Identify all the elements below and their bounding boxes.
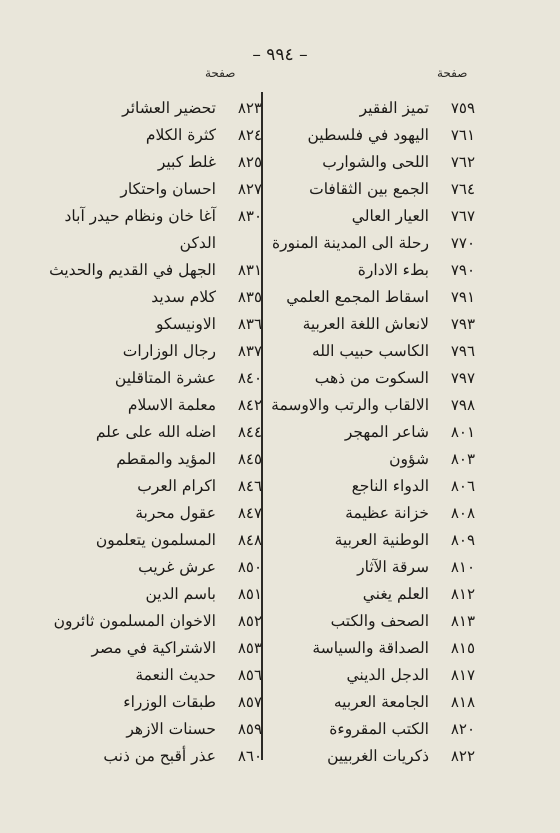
toc-entry	[285, 742, 475, 769]
toc-title: كثرة الكلام	[145, 125, 216, 144]
toc-entry	[22, 202, 262, 229]
toc-page-number: ٨٢٠	[450, 719, 475, 738]
toc-title: الاخوان المسلمون ثائرون	[53, 611, 216, 630]
toc-page-number: ٨٠٦	[450, 476, 475, 495]
toc-title: عشرة المتاقلين	[114, 368, 216, 387]
toc-page-number: ٧٦٢	[450, 152, 475, 171]
toc-title: الكاسب حبيب الله	[312, 341, 429, 360]
toc-title: الصداقة والسياسة	[312, 638, 429, 657]
toc-page-number: ٨٠١	[450, 422, 475, 441]
toc-page-number: ٨٥٣	[237, 638, 262, 657]
toc-title: تحضير العشائر	[122, 98, 216, 117]
toc-title: طبقات الوزراء	[123, 692, 216, 711]
toc-entry	[272, 229, 475, 256]
toc-entry	[285, 418, 475, 445]
toc-title: الجهل في القديم والحديث	[49, 260, 216, 279]
toc-entry	[22, 121, 262, 148]
toc-page-number: ٨٠٨	[450, 503, 475, 522]
toc-page-number: ٨٤٦	[237, 476, 262, 495]
toc-page-number: ٨٥٩	[237, 719, 262, 738]
toc-title: تميز الفقير	[359, 98, 429, 117]
toc-title: اضله الله على علم	[95, 422, 216, 441]
toc-title: الجمع بين الثقافات	[309, 179, 429, 198]
toc-entry	[285, 553, 475, 580]
toc-title: عذر أقبح من ذنب	[103, 746, 216, 765]
toc-page-number: ٨٣١	[237, 260, 262, 279]
toc-title: ذكريات الغربيين	[327, 746, 429, 765]
toc-title: العلم يغني	[362, 584, 429, 603]
toc-title: رجال الوزارات	[122, 341, 216, 360]
toc-entry	[22, 607, 262, 634]
toc-title: الالقاب والرتب والاوسمة	[271, 395, 429, 414]
toc-title: كلام سديد	[151, 287, 216, 306]
toc-title: الوطنية العربية	[334, 530, 429, 549]
toc-title: بطء الادارة	[357, 260, 429, 279]
toc-title: رحلة الى المدينة المنورة	[272, 233, 429, 252]
toc-entry	[285, 148, 475, 175]
toc-page-number: ٨٥٦	[237, 665, 262, 684]
toc-page-number: ٧٩٣	[450, 314, 475, 333]
toc-title: عرش غريب	[138, 557, 216, 576]
toc-entry	[22, 499, 262, 526]
toc-entry	[285, 202, 475, 229]
toc-title: الدجل الديني	[346, 665, 429, 684]
toc-entry	[271, 391, 475, 418]
toc-entry	[285, 310, 475, 337]
toc-title: الاشتراكية في مصر	[91, 638, 216, 657]
toc-page-number: ٨٤٥	[237, 449, 262, 468]
toc-page-number: ٨١٢	[450, 584, 475, 603]
toc-entry	[285, 445, 475, 472]
toc-title: خزانة عظيمة	[345, 503, 429, 522]
toc-page-number: ٨١٠	[450, 557, 475, 576]
toc-title: حسنات الازهر	[126, 719, 216, 738]
toc-page-number: ٨٦٠	[237, 746, 262, 765]
toc-page-number: ٨٥٢	[237, 611, 262, 630]
toc-title: العيار العالي	[351, 206, 429, 225]
toc-page-number: ٨٢٧	[237, 179, 262, 198]
toc-title: سرقة الآثار	[357, 557, 429, 576]
toc-entry	[22, 526, 262, 553]
toc-page-number: ٨٣٥	[237, 287, 262, 306]
toc-title: شاعر المهجر	[344, 422, 429, 441]
toc-entry	[22, 661, 262, 688]
toc-entry	[22, 580, 262, 607]
toc-page-number: ٨٠٩	[450, 530, 475, 549]
toc-page-number: ٨٤٠	[237, 368, 262, 387]
toc-entry	[22, 337, 262, 364]
toc-entry	[22, 256, 262, 283]
toc-column-right	[271, 94, 475, 769]
toc-entry	[22, 148, 262, 175]
toc-title: باسم الدين	[145, 584, 216, 603]
toc-page-number: ٨٢٢	[450, 746, 475, 765]
toc-title: الصحف والكتب	[330, 611, 429, 630]
toc-entry	[22, 472, 262, 499]
toc-entry	[22, 391, 262, 418]
toc-entry	[22, 283, 262, 310]
toc-page-number: ٨٣٧	[237, 341, 262, 360]
toc-title: المؤيد والمقطم	[116, 449, 216, 468]
toc-entry	[22, 94, 262, 121]
toc-entry	[285, 94, 475, 121]
toc-entry	[22, 364, 262, 391]
toc-entry	[22, 175, 262, 202]
toc-page-number: ٨٤٨	[237, 530, 262, 549]
toc-page-number: ٨١٨	[450, 692, 475, 711]
toc-page-number: ٧٩٠	[450, 260, 475, 279]
toc-entry	[285, 634, 475, 661]
toc-entry	[22, 553, 262, 580]
toc-entry	[285, 580, 475, 607]
toc-page-number: ٨٢٤	[237, 125, 262, 144]
toc-page-number: ٧٧٠	[450, 233, 475, 252]
toc-title: آغا خان ونظام حيدر آباد	[64, 206, 216, 225]
toc-page-number: ٨١٥	[450, 638, 475, 657]
toc-title: لانعاش اللغة العربية	[302, 314, 429, 333]
toc-entry	[285, 499, 475, 526]
toc-page-number: ٨٥٠	[237, 557, 262, 576]
toc-entry	[285, 121, 475, 148]
toc-entry	[285, 472, 475, 499]
toc-title: حديث النعمة	[135, 665, 216, 684]
toc-title: الدواء الناجع	[351, 476, 429, 495]
column-header-right: صفحة	[437, 66, 468, 80]
toc-page-number: ٧٦١	[450, 125, 475, 144]
toc-entry	[22, 742, 262, 769]
toc-entry	[285, 175, 475, 202]
toc-title: الاونيسكو	[155, 314, 216, 333]
toc-title: اليهود في فلسطين	[307, 125, 429, 144]
column-header-left: صفحة	[205, 66, 236, 80]
toc-title: الكتب المقروءة	[329, 719, 429, 738]
toc-page-number: ٨٥١	[237, 584, 262, 603]
toc-title: اللحى والشوارب	[322, 152, 429, 171]
toc-entry	[22, 310, 262, 337]
toc-page-number: ٨١٧	[450, 665, 475, 684]
toc-page-number: ٧٥٩	[450, 98, 475, 117]
toc-page-number: ٨٥٧	[237, 692, 262, 711]
toc-page-number: ٧٩٦	[450, 341, 475, 360]
toc-entry	[22, 229, 262, 256]
toc-entry	[285, 661, 475, 688]
toc-title: غلط كبير	[157, 152, 216, 171]
toc-page-number: ٧٩٨	[450, 395, 475, 414]
toc-entry	[285, 283, 475, 310]
toc-entry	[285, 688, 475, 715]
toc-page-number: ٨٠٣	[450, 449, 475, 468]
toc-entry	[22, 445, 262, 472]
toc-page-number: ٧٩٧	[450, 368, 475, 387]
toc-title: السكوت من ذهب	[314, 368, 429, 387]
toc-page-number: ٨٤٢	[237, 395, 262, 414]
toc-entry	[22, 715, 262, 742]
toc-title: شؤون	[389, 449, 429, 468]
toc-page-number: ٧٩١	[450, 287, 475, 306]
toc-title: المسلمون يتعلمون	[95, 530, 216, 549]
toc-title: اكرام العرب	[137, 476, 216, 495]
toc-page-number: ٨٢٥	[237, 152, 262, 171]
toc-page-number: ٨٤٤	[237, 422, 262, 441]
toc-title: اسقاط المجمع العلمي	[286, 287, 429, 306]
toc-entry	[285, 256, 475, 283]
toc-entry	[285, 337, 475, 364]
toc-page-number: ٧٦٧	[450, 206, 475, 225]
toc-entry	[285, 526, 475, 553]
page-number: – ٩٩٤ –	[252, 45, 308, 65]
toc-entry	[285, 715, 475, 742]
toc-entry	[22, 688, 262, 715]
toc-title: الجامعة العربيه	[333, 692, 429, 711]
toc-entry	[22, 634, 262, 661]
toc-column-left	[22, 94, 262, 769]
toc-page-number: ٨٣٠	[237, 206, 262, 225]
toc-title: احسان واحتكار	[120, 179, 216, 198]
toc-title: الدكن	[179, 233, 216, 252]
toc-page-number: ٨٣٦	[237, 314, 262, 333]
toc-page-number: ٨٤٧	[237, 503, 262, 522]
toc-page-number: ٨١٣	[450, 611, 475, 630]
toc-entry	[285, 364, 475, 391]
toc-page-number: ٧٦٤	[450, 179, 475, 198]
toc-page-number: ٨٢٣	[237, 98, 262, 117]
toc-title: معلمة الاسلام	[127, 395, 216, 414]
toc-title: عقول محربة	[135, 503, 216, 522]
toc-entry	[285, 607, 475, 634]
toc-entry	[22, 418, 262, 445]
